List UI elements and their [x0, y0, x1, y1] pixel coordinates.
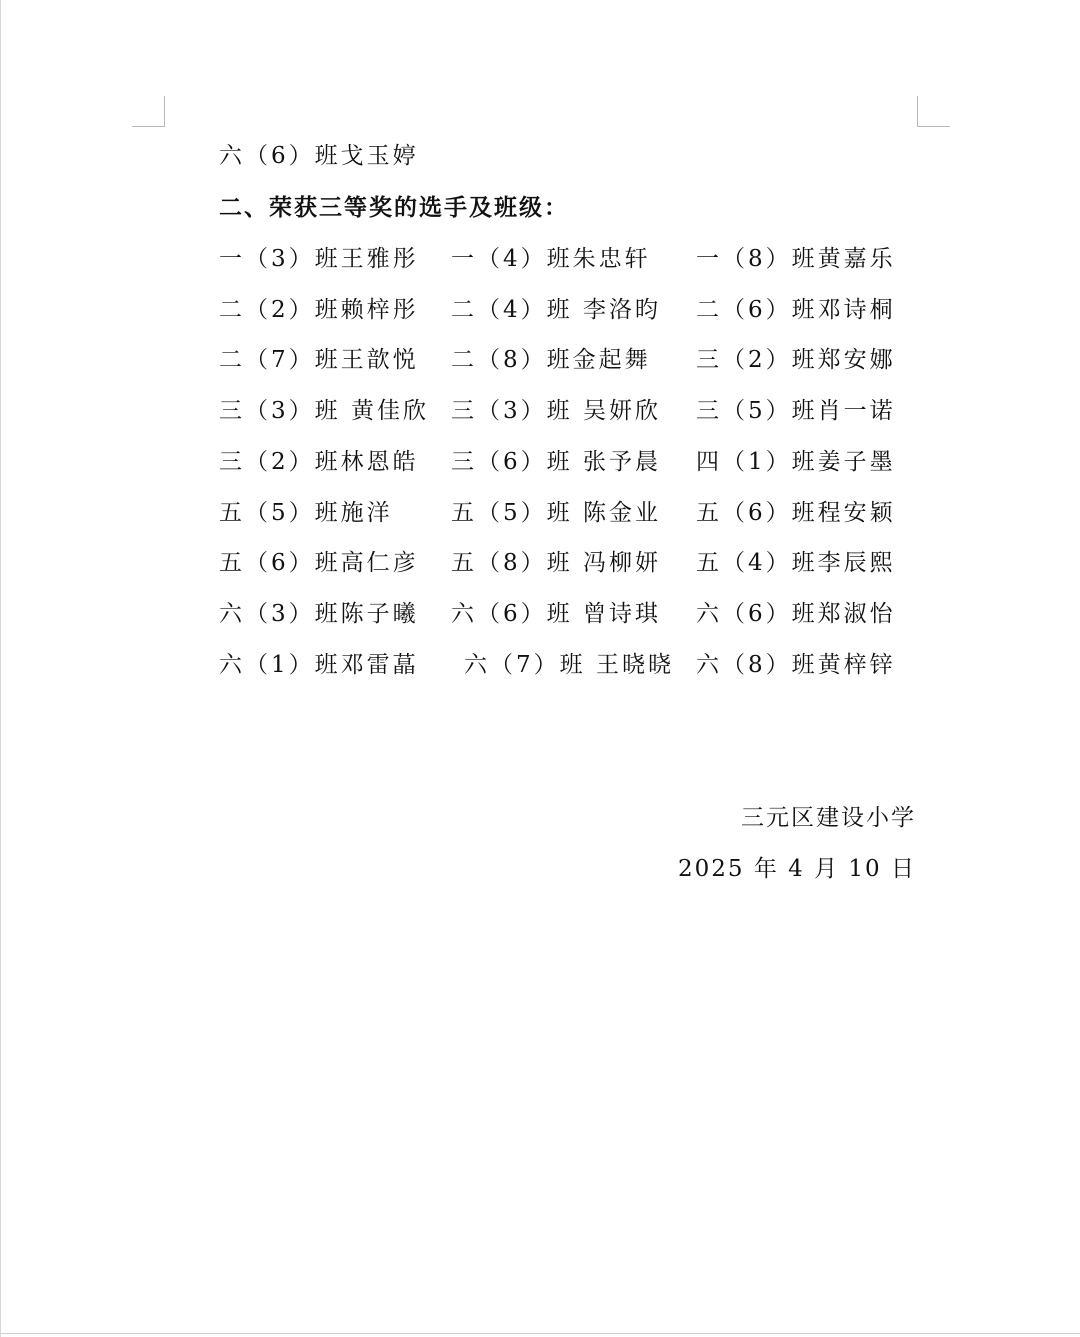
winner-entry: 五（4）班李辰熙 — [696, 550, 896, 576]
margin-corner-mark-top-right — [917, 96, 950, 127]
winner-entry: 六（3）班陈子曦 — [219, 601, 419, 627]
winner-entry: 四（1）班姜子墨 — [696, 449, 896, 475]
winner-entry: 二（4）班 李洛昀 — [451, 297, 661, 323]
winner-entry: 五（6）班高仁彦 — [219, 550, 419, 576]
winner-entry: 六（6）班 曾诗琪 — [451, 601, 661, 627]
winner-entry: 二（7）班王歆悦 — [219, 347, 419, 373]
winner-entry: 五（5）班 陈金业 — [451, 500, 661, 526]
winner-entry: 三（2）班郑安娜 — [696, 347, 896, 373]
page-bottom-edge — [0, 1333, 1080, 1334]
winner-entry: 三（3）班 黄佳欣 — [219, 398, 429, 424]
winner-entry: 一（8）班黄嘉乐 — [696, 246, 896, 272]
section-heading-third-prize: 二、荣获三等奖的选手及班级： — [219, 195, 569, 221]
winner-entry: 六（1）班邓雷蕌 — [219, 652, 419, 678]
winner-entry: 三（3）班 吴妍欣 — [451, 398, 661, 424]
winner-entry: 六（6）班郑淑怡 — [696, 601, 896, 627]
winner-entry: 五（6）班程安颖 — [696, 500, 896, 526]
winner-entry: 六（8）班黄梓锌 — [696, 652, 896, 678]
winner-entry: 五（8）班 冯柳妍 — [451, 550, 661, 576]
winner-entry: 三（2）班林恩皓 — [219, 449, 419, 475]
winner-entry: 一（3）班王雅彤 — [219, 246, 419, 272]
winner-entry-continued: 六（6）班戈玉婷 — [219, 143, 419, 169]
margin-corner-mark-top-left — [132, 96, 165, 127]
winner-entry: 三（6）班 张予晨 — [451, 449, 661, 475]
page-left-edge — [0, 0, 1, 1337]
winner-entry: 二（8）班金起舞 — [451, 347, 651, 373]
winner-entry: 二（6）班邓诗桐 — [696, 297, 896, 323]
winner-entry: 一（4）班朱忠轩 — [451, 246, 651, 272]
issuing-organization: 三元区建设小学 — [741, 805, 916, 831]
winner-entry: 六（7）班 王晓晓 — [464, 652, 674, 678]
winner-entry: 二（2）班赖梓彤 — [219, 297, 419, 323]
winner-entry: 三（5）班肖一诺 — [696, 398, 896, 424]
issue-date: 2025 年 4 月 10 日 — [678, 856, 916, 882]
winner-entry: 五（5）班施洋 — [219, 500, 393, 526]
